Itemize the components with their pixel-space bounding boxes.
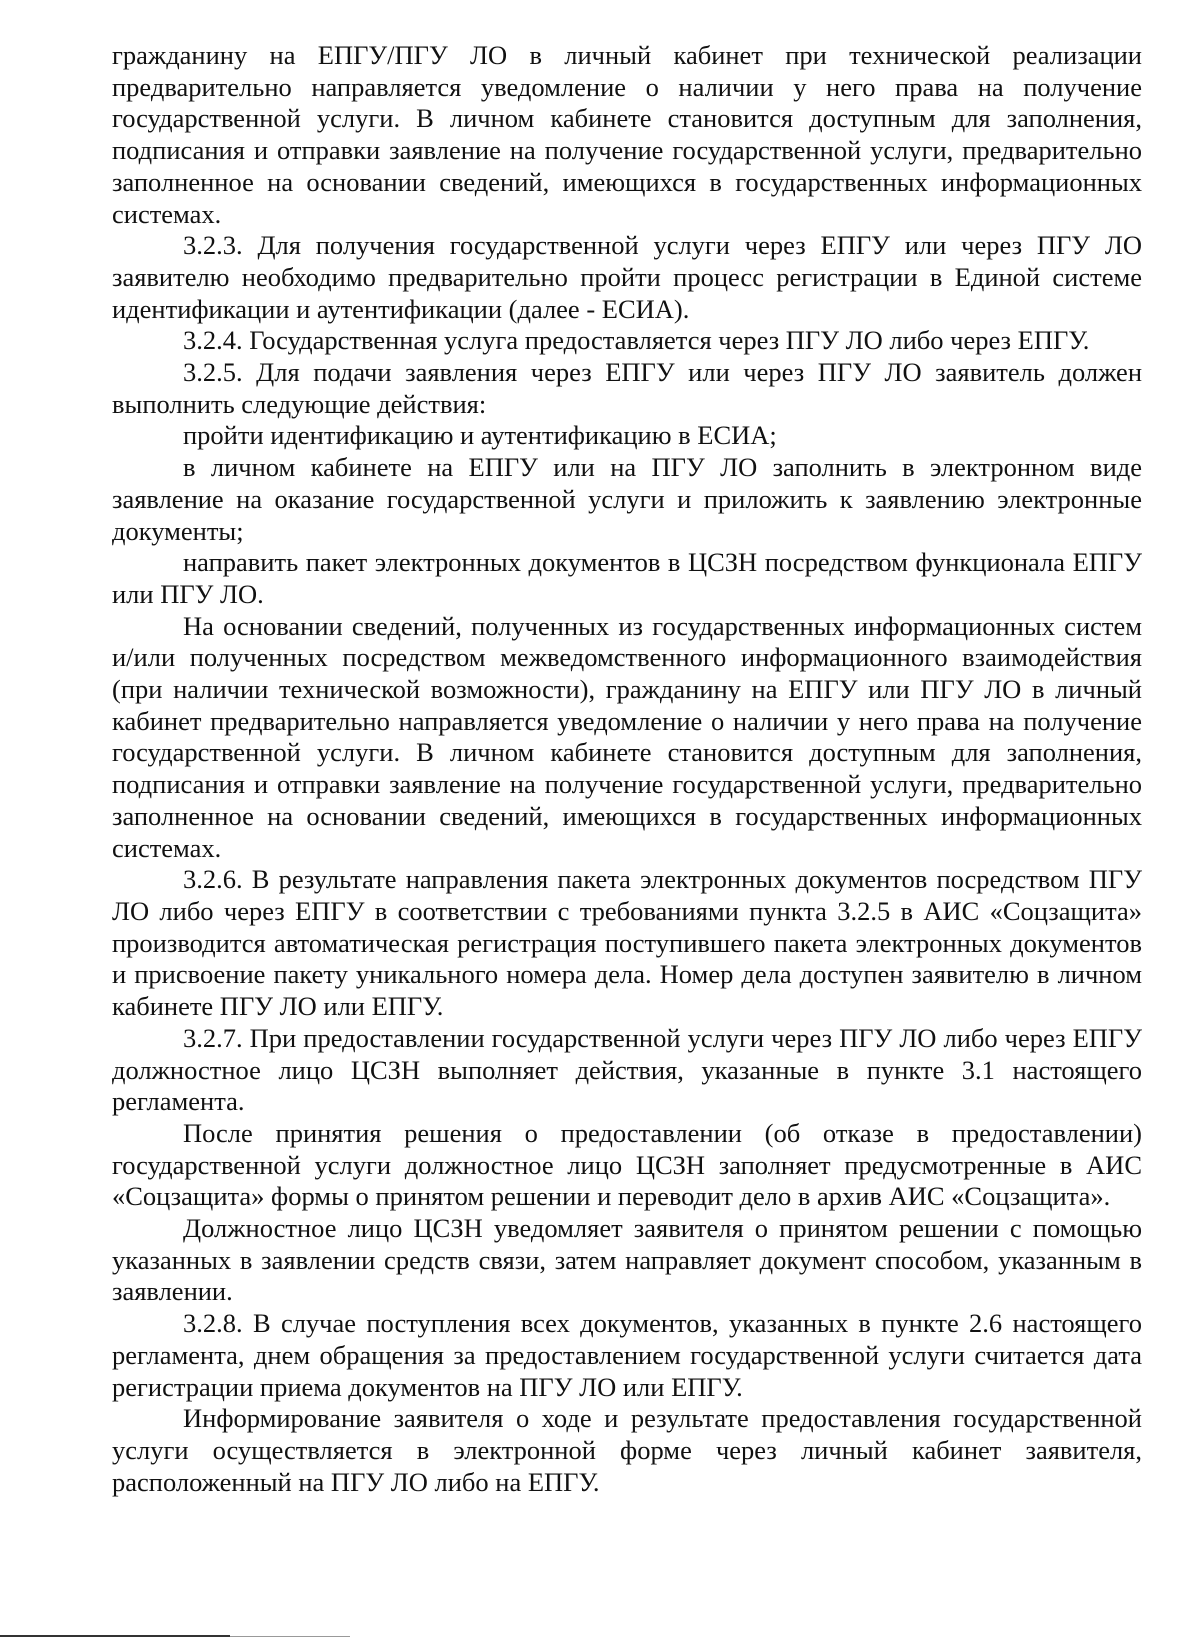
- paragraph-3-2-7: 3.2.7. При предоставлении государственной услуги через ПГУ ЛО либо через ЕПГУ должностное лицо ЦСЗН выполняет действия, указанные в пункте 3.1 настоящего регламента.: [112, 1022, 1142, 1117]
- paragraph-3-2-6: 3.2.6. В результате направления пакета электронных документов посредством ПГУ ЛО либо через ЕПГУ в соответствии с требованиями пункта 3.2.5 в АИС «Соцзащита» производится автоматическая регистрация поступившего пакета электронных документов и присвоение пакету уникального номера дела. Номер дела доступен заявителю в личном кабинете ПГУ ЛО или ЕПГУ.: [112, 864, 1142, 1022]
- paragraph-step-send-package: направить пакет электронных документов в ЦСЗН посредством функционала ЕПГУ или ПГУ ЛО.: [112, 547, 1142, 609]
- paragraph-3-2-8: 3.2.8. В случае поступления всех документов, указанных в пункте 2.6 настоящего регламента, днем обращения за предоставлением государственной услуги считается дата регистрации приема документов на ПГУ ЛО или ЕПГУ.: [112, 1308, 1142, 1402]
- paragraph-3-2-3: 3.2.3. Для получения государственной услуги через ЕПГУ или через ПГУ ЛО заявителю необходимо предварительно пройти процесс регистрации в Единой системе идентификации и аутентификации (далее - ЕСИА).: [112, 230, 1142, 324]
- document-page: [112, 40, 1142, 1498]
- paragraph-3-2-4: 3.2.4. Государственная услуга предоставляется через ПГУ ЛО либо через ЕПГУ.: [183, 325, 1090, 356]
- paragraph-decision: После принятия решения о предоставлении (об отказе в предоставлении) государственной услуги должностное лицо ЦСЗН заполняет предусмотренные в АИС «Соцзащита» формы о принятом решении и переводит дело в архив АИС «Соцзащита».: [112, 1117, 1142, 1212]
- paragraph-continuation: гражданину на ЕПГУ/ПГУ ЛО в личный кабинет при технической реализации предварительно направляется уведомление о наличии у него права на получение государственной услуги. В личном кабинете становится доступным для заполнения, подписания и отправки заявление на получение государственной услуги, предварительно заполненное на основании сведений, имеющихся в государственных информационных системах.: [112, 40, 1142, 229]
- paragraph-notification: На основании сведений, полученных из государственных информационных систем и/или полученных посредством межведомственного информационного взаимодействия (при наличии технической возможности), гражданину на ЕПГУ или ПГУ ЛО в личный кабинет предварительно направляется уведомление о наличии у него права на получение государственной услуги. В личном кабинете становится доступным для заполнения, подписания и отправки заявление на получение государственной услуги, предварительно заполненное на основании сведений, имеющихся в государственных информационных системах.: [112, 610, 1142, 863]
- paragraph-notify-applicant: Должностное лицо ЦСЗН уведомляет заявителя о принятом решении с помощью указанных в заявлении средств связи, затем направляет документ способом, указанным в заявлении.: [112, 1213, 1142, 1307]
- paragraph-informing: Информирование заявителя о ходе и результате предоставления государственной услуги осуществляется в электронной форме через личный кабинет заявителя, расположенный на ПГУ ЛО либо на ЕПГУ.: [112, 1403, 1142, 1497]
- scan-edge-line: [0, 1635, 230, 1637]
- paragraph-step-fill-form: в личном кабинете на ЕПГУ или на ПГУ ЛО заполнить в электронном виде заявление на оказание государственной услуги и приложить к заявлению электронные документы;: [112, 452, 1142, 546]
- paragraph-step-esia: пройти идентификацию и аутентификацию в ЕСИА;: [183, 420, 777, 451]
- paragraph-3-2-5: 3.2.5. Для подачи заявления через ЕПГУ или через ПГУ ЛО заявитель должен выполнить следующие действия:: [112, 357, 1142, 419]
- scan-edge-line-faint: [230, 1636, 350, 1637]
